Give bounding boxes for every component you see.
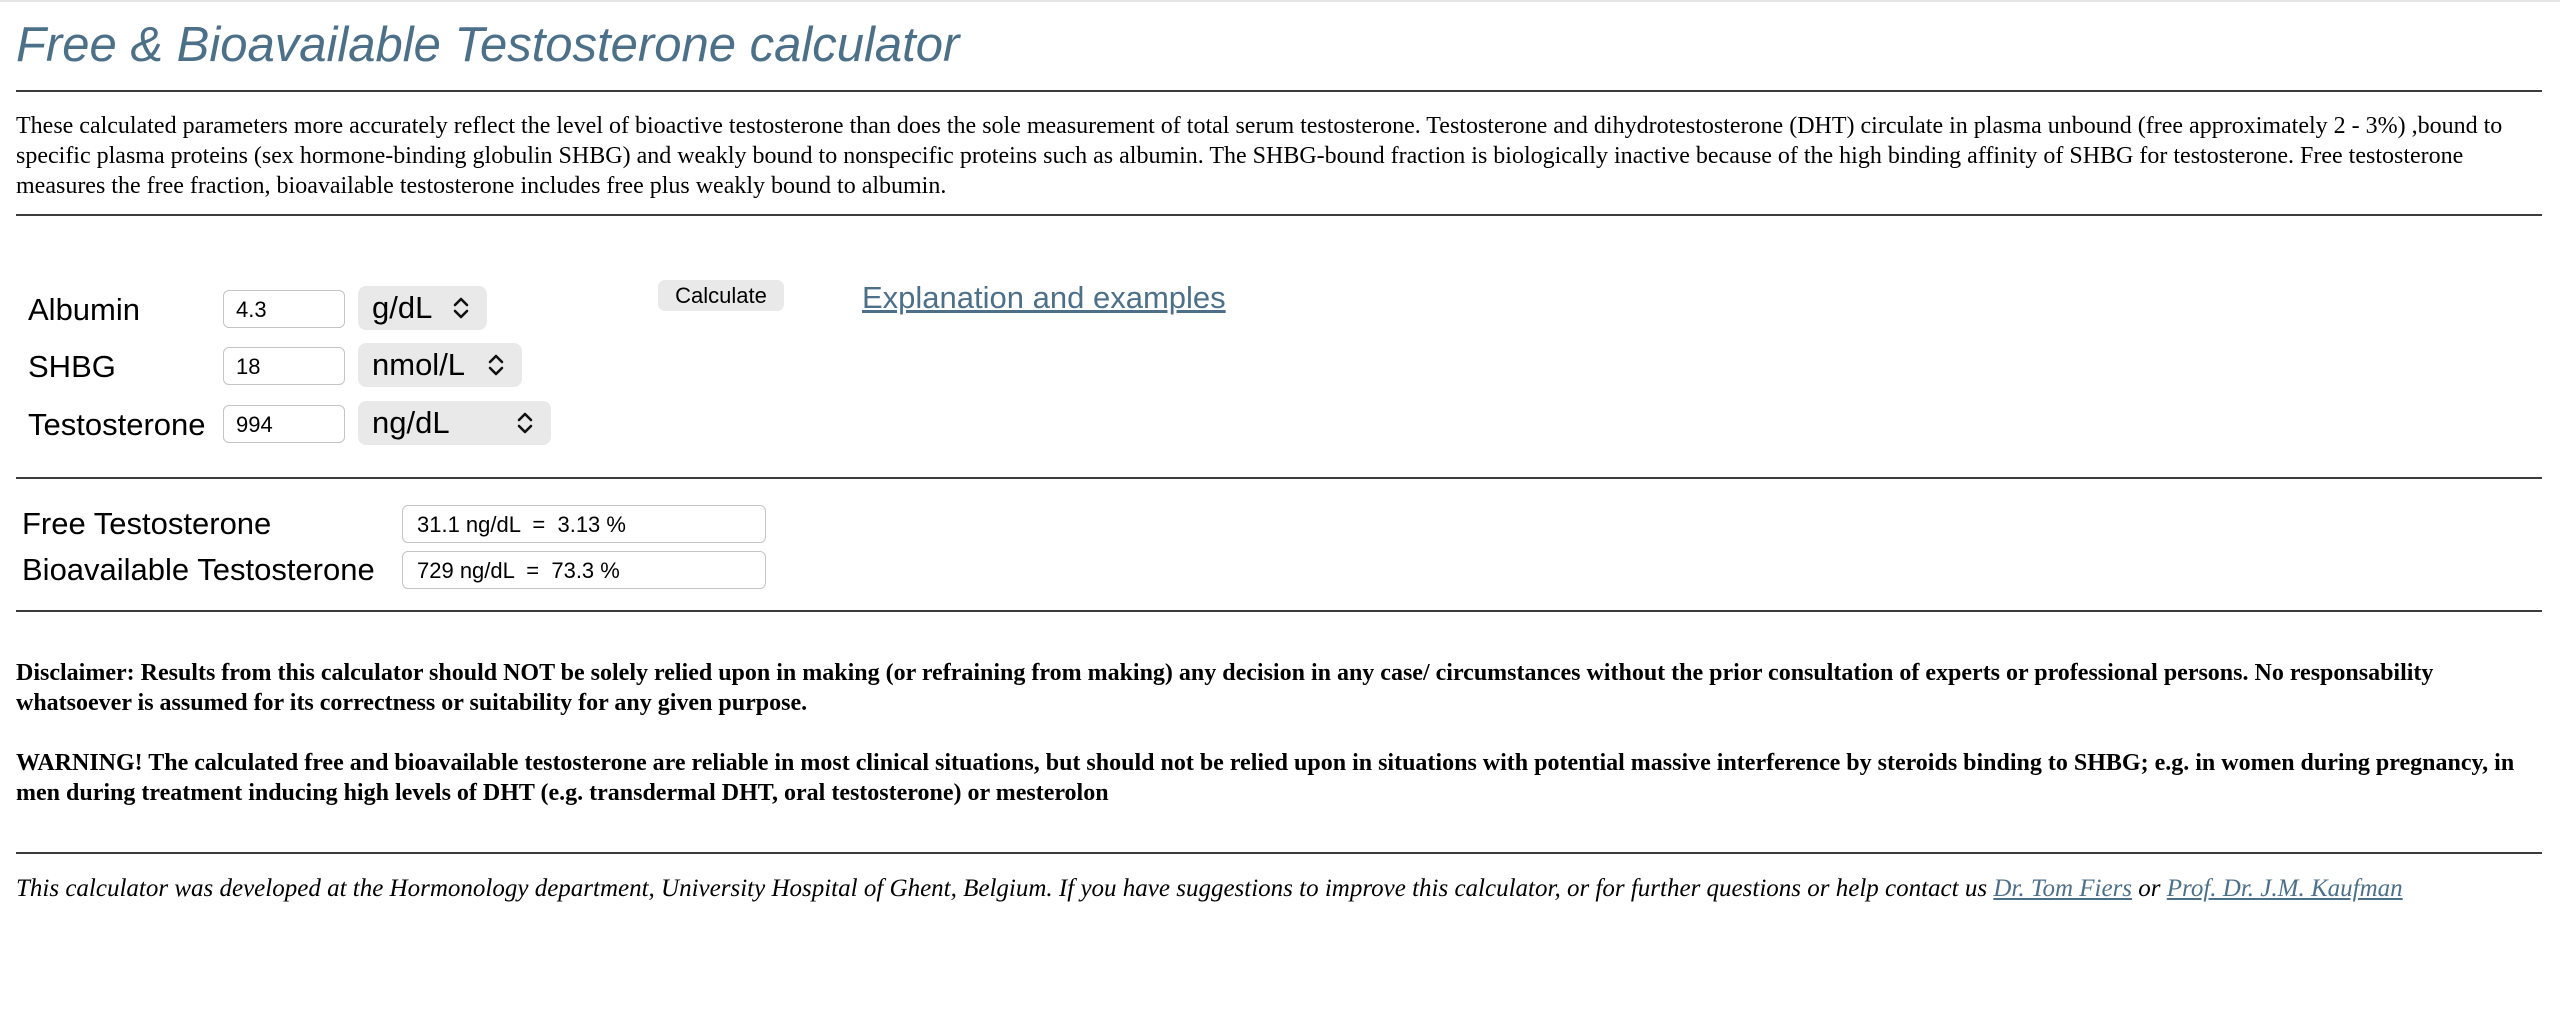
page-title: Free & Bioavailable Testosterone calculator xyxy=(16,18,960,72)
divider xyxy=(16,90,2542,92)
free-testosterone-output[interactable]: 31.1 ng/dL = 3.13 % xyxy=(402,505,766,543)
explanation-link[interactable]: Explanation and examples xyxy=(862,280,1226,315)
top-edge xyxy=(0,0,2560,2)
divider xyxy=(16,477,2542,479)
divider xyxy=(16,852,2542,854)
albumin-unit-value: g/dL xyxy=(372,290,433,325)
intro-paragraph: These calculated parameters more accurately reflect the level of bioactive testosterone than does the sole measurement of total serum testosterone. Testosterone and dihydrotestosterone (DHT) circulate in plasma unbound (free approximately 2 - 3%) ,bound to specific plasma proteins (sex hormone-binding globulin SHBG) and weakly bound to nonspecific proteins such as albumin. The SHBG-bound fraction is biologically inactive because of the high binding affinity of SHBG for testosterone. Free testosterone measures the free fraction, bioavailable testosterone includes free plus weakly bound to albumin. xyxy=(16,113,2503,199)
chevron-updown-icon xyxy=(488,352,504,378)
testosterone-unit-value: ng/dL xyxy=(372,405,450,440)
shbg-unit-select[interactable] xyxy=(358,343,522,387)
contact-fiers-link[interactable]: Dr. Tom Fiers xyxy=(1993,875,2133,902)
warning-text: WARNING! The calculated free and bioavailable testosterone are reliable in most clinical situations, but should not be relied upon in situations with potential massive interference by steroids binding to SHBG; e.g. in women during pregnancy, in men during treatment inducing high levels of DHT (e.g. transdermal DHT, oral testosterone) or mesterolon xyxy=(16,750,2515,806)
chevron-updown-icon xyxy=(453,295,469,321)
shbg-unit-value: nmol/L xyxy=(372,347,466,382)
divider xyxy=(16,214,2542,216)
testosterone-unit-select[interactable] xyxy=(358,401,551,445)
footer-text: This calculator was developed at the Hormonology department, University Hospital of Ghent, Belgium. If you have suggestions to improve this calculator, or for further questions or help contact us xyxy=(16,875,1994,902)
testosterone-label: Testosterone xyxy=(28,407,206,442)
testosterone-input[interactable]: 994 xyxy=(223,405,345,443)
bioavailable-testosterone-label: Bioavailable Testosterone xyxy=(22,552,375,587)
bioavailable-testosterone-output[interactable]: 729 ng/dL = 73.3 % xyxy=(402,551,766,589)
calculate-button[interactable]: Calculate xyxy=(658,280,784,311)
footer-credits xyxy=(16,874,2542,904)
albumin-label: Albumin xyxy=(28,292,140,327)
chevron-updown-icon xyxy=(517,410,533,436)
shbg-input[interactable]: 18 xyxy=(223,347,345,385)
divider xyxy=(16,610,2542,612)
albumin-input[interactable]: 4.3 xyxy=(223,290,345,328)
contact-kaufman-link[interactable]: Prof. Dr. J.M. Kaufman xyxy=(2166,875,2403,902)
disclaimer-text: Disclaimer: Results from this calculator should NOT be solely relied upon in making (or refraining from making) any decision in any case/ circumstances without the prior consultation of experts or professional persons. No responsability whatsoever is assumed for its correctness or suitability for any given purpose. xyxy=(16,660,2434,716)
albumin-unit-select[interactable] xyxy=(358,286,487,330)
free-testosterone-label: Free Testosterone xyxy=(22,506,272,541)
footer-separator: or xyxy=(2132,875,2167,902)
shbg-label: SHBG xyxy=(28,349,116,384)
